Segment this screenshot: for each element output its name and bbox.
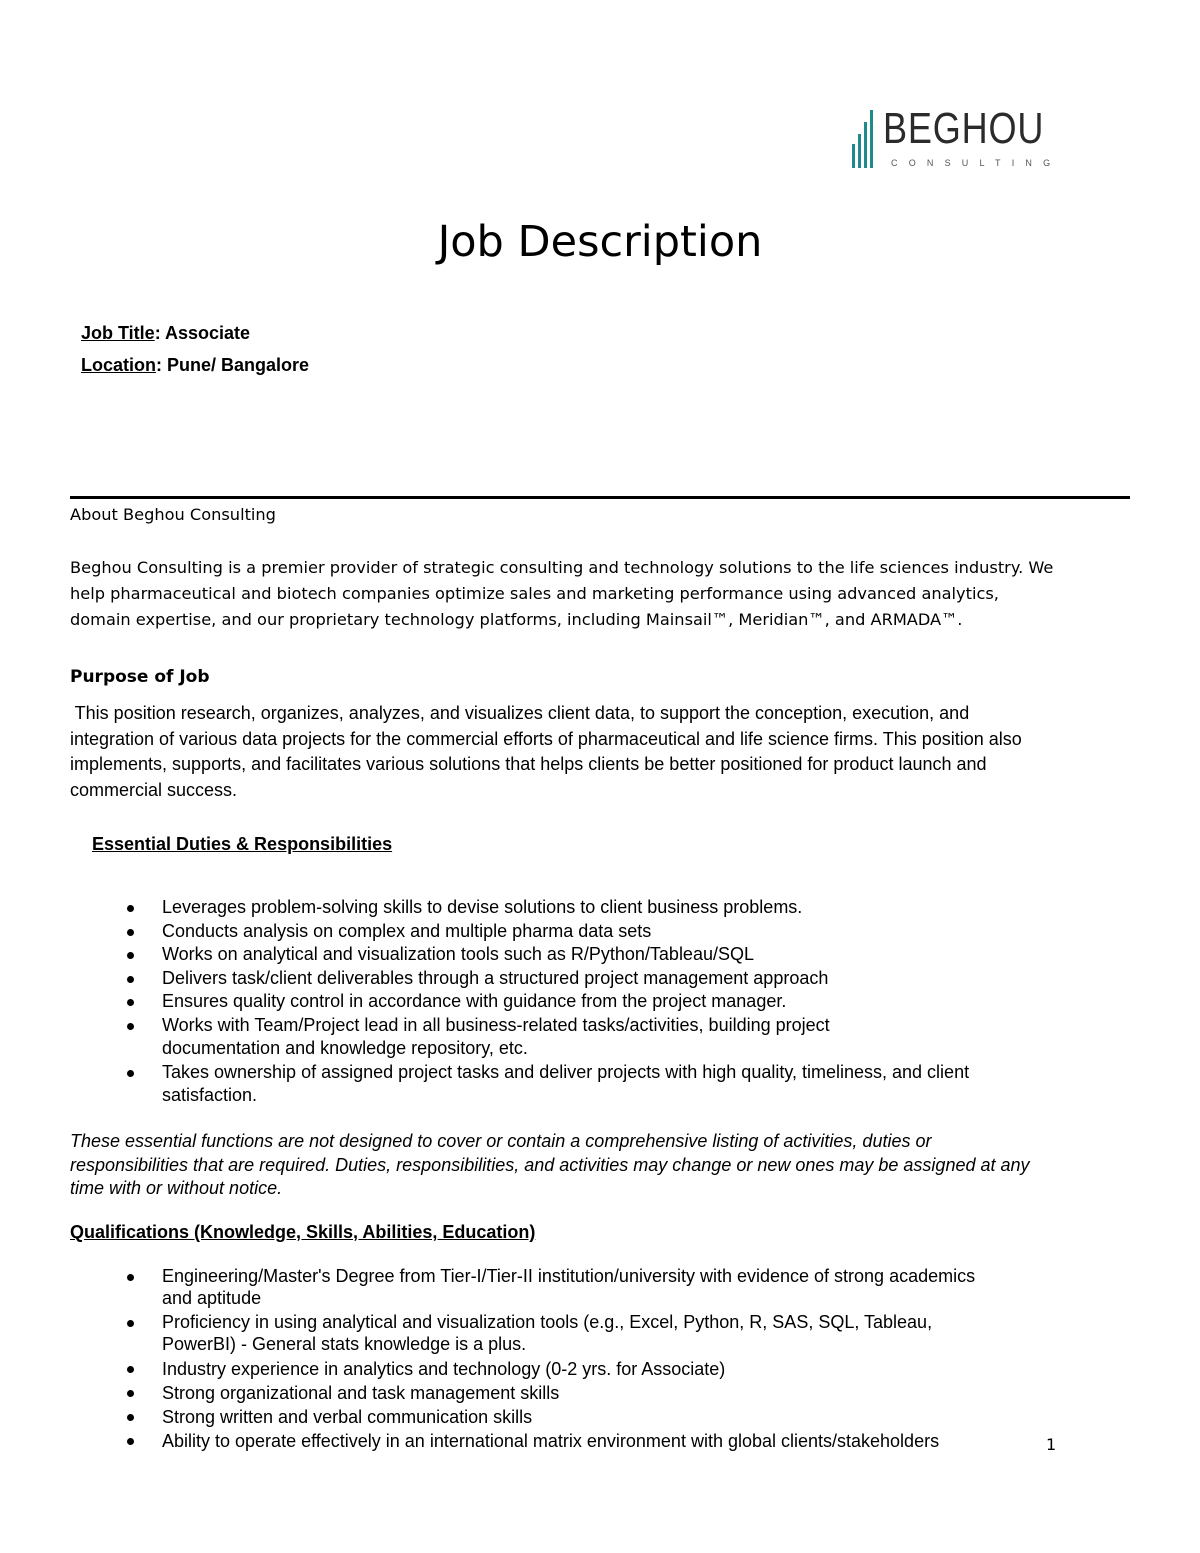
list-item bbox=[70, 943, 1140, 967]
list-item bbox=[70, 990, 1140, 1014]
bullet-icon bbox=[127, 1070, 134, 1077]
list-item bbox=[70, 1357, 1140, 1381]
job-title-line bbox=[81, 322, 250, 344]
bullet-icon bbox=[127, 1320, 134, 1327]
about-paragraph bbox=[70, 555, 1140, 633]
bullet-icon bbox=[127, 999, 134, 1006]
list-item bbox=[70, 1014, 1140, 1061]
bullet-icon bbox=[127, 976, 134, 983]
list-item bbox=[70, 920, 1140, 944]
list-item bbox=[70, 1311, 1140, 1355]
qualifications-list bbox=[70, 1265, 1140, 1453]
list-item-text: Works on analytical and visualization tools such as R/Python/Tableau/SQL bbox=[162, 944, 754, 964]
list-item bbox=[70, 1381, 1140, 1405]
list-item-text: Works with Team/Project lead in all business-related tasks/activities, building project bbox=[162, 1014, 830, 1035]
location-line bbox=[81, 354, 309, 376]
list-item-text: PowerBI) - General stats knowledge is a plus. bbox=[162, 1334, 527, 1354]
company-logo bbox=[852, 104, 1062, 170]
location-label: Location bbox=[81, 355, 156, 375]
logo-subtitle: CONSULTING bbox=[891, 158, 1062, 168]
list-item-text: Ability to operate effectively in an international matrix environment with global clients/stakeholders bbox=[162, 1431, 940, 1451]
bullet-icon bbox=[127, 905, 134, 912]
about-line: Beghou Consulting is a premier provider of strategic consulting and technology solutions to the life sciences industry. We bbox=[70, 558, 1054, 577]
bullet-icon bbox=[127, 1438, 134, 1445]
purpose-paragraph bbox=[70, 701, 1140, 803]
about-line: help pharmaceutical and biotech companies optimize sales and marketing performance using advanced analytics, bbox=[70, 584, 999, 603]
logo-bars-icon bbox=[852, 104, 878, 168]
list-item-text: Strong written and verbal communication skills bbox=[162, 1407, 533, 1427]
list-item-text: Conducts analysis on complex and multiple pharma data sets bbox=[162, 920, 652, 941]
logo-wordmark: BEGHOU bbox=[883, 104, 1045, 153]
purpose-heading: Purpose of Job bbox=[70, 667, 210, 687]
note-line: These essential functions are not designed to cover or contain a comprehensive listing of activities, duties or bbox=[70, 1131, 932, 1151]
bullet-icon bbox=[127, 1023, 134, 1030]
location-value: : Pune/ Bangalore bbox=[156, 355, 310, 375]
list-item-text: Strong organizational and task management skills bbox=[162, 1383, 560, 1403]
purpose-line: This position research, organizes, analyzes, and visualizes client data, to support the conception, execution, and bbox=[70, 703, 970, 723]
list-item-text: Engineering/Master's Degree from Tier-I/Tier-II institution/university with evidence of strong academics bbox=[162, 1266, 976, 1286]
list-item-text: documentation and knowledge repository, etc. bbox=[162, 1038, 528, 1058]
list-item-text: Proficiency in using analytical and visualization tools (e.g., Excel, Python, R, SAS, SQL, Tableau, bbox=[162, 1312, 933, 1332]
list-item bbox=[70, 1265, 1140, 1309]
list-item-text: Ensures quality control in accordance with guidance from the project manager. bbox=[162, 991, 787, 1011]
purpose-line: integration of various data projects for the commercial efforts of pharmaceutical and life science firms. This position also bbox=[70, 728, 1022, 749]
bullet-icon bbox=[127, 1390, 134, 1397]
bullet-icon bbox=[127, 952, 134, 959]
job-title-label: Job Title bbox=[81, 323, 155, 343]
list-item-text: Leverages problem-solving skills to devise solutions to client business problems. bbox=[162, 897, 803, 917]
list-item-text: Delivers task/client deliverables through a structured project management approach bbox=[162, 967, 829, 988]
purpose-line: commercial success. bbox=[70, 779, 238, 800]
divider-rule bbox=[70, 496, 1130, 499]
qualifications-heading: Qualifications (Knowledge, Skills, Abilities, Education) bbox=[70, 1222, 536, 1242]
bullet-icon bbox=[127, 1274, 134, 1281]
list-item bbox=[70, 1061, 1140, 1108]
bullet-icon bbox=[127, 1366, 134, 1373]
list-item bbox=[70, 896, 1140, 920]
list-item bbox=[70, 1429, 1140, 1453]
about-heading: About Beghou Consulting bbox=[70, 505, 276, 524]
duties-list bbox=[70, 896, 1140, 1108]
note-line: time with or without notice. bbox=[70, 1178, 283, 1198]
page-number: 1 bbox=[1046, 1435, 1057, 1454]
duties-heading: Essential Duties & Responsibilities bbox=[92, 834, 393, 854]
list-item bbox=[70, 967, 1140, 991]
bullet-icon bbox=[127, 1414, 134, 1421]
list-item-text: Takes ownership of assigned project tasks and deliver projects with high quality, timeliness, and client bbox=[162, 1061, 970, 1082]
list-item-text: satisfaction. bbox=[162, 1085, 258, 1105]
document-title: Job Description bbox=[437, 217, 763, 267]
list-item-text: Industry experience in analytics and technology (0-2 yrs. for Associate) bbox=[162, 1359, 726, 1379]
purpose-line: implements, supports, and facilitates various solutions that helps clients be better positioned for product launch and bbox=[70, 754, 987, 774]
job-title-value: : Associate bbox=[154, 323, 251, 343]
about-line: domain expertise, and our proprietary technology platforms, including Mainsail™, Meridian™, and ARMADA™. bbox=[70, 610, 963, 629]
note-line: responsibilities that are required. Duties, responsibilities, and activities may change or new ones may be assigned at any bbox=[70, 1154, 1030, 1175]
list-item bbox=[70, 1405, 1140, 1429]
disclaimer-note bbox=[70, 1130, 1140, 1201]
bullet-icon bbox=[127, 929, 134, 936]
list-item-text: and aptitude bbox=[162, 1288, 262, 1308]
